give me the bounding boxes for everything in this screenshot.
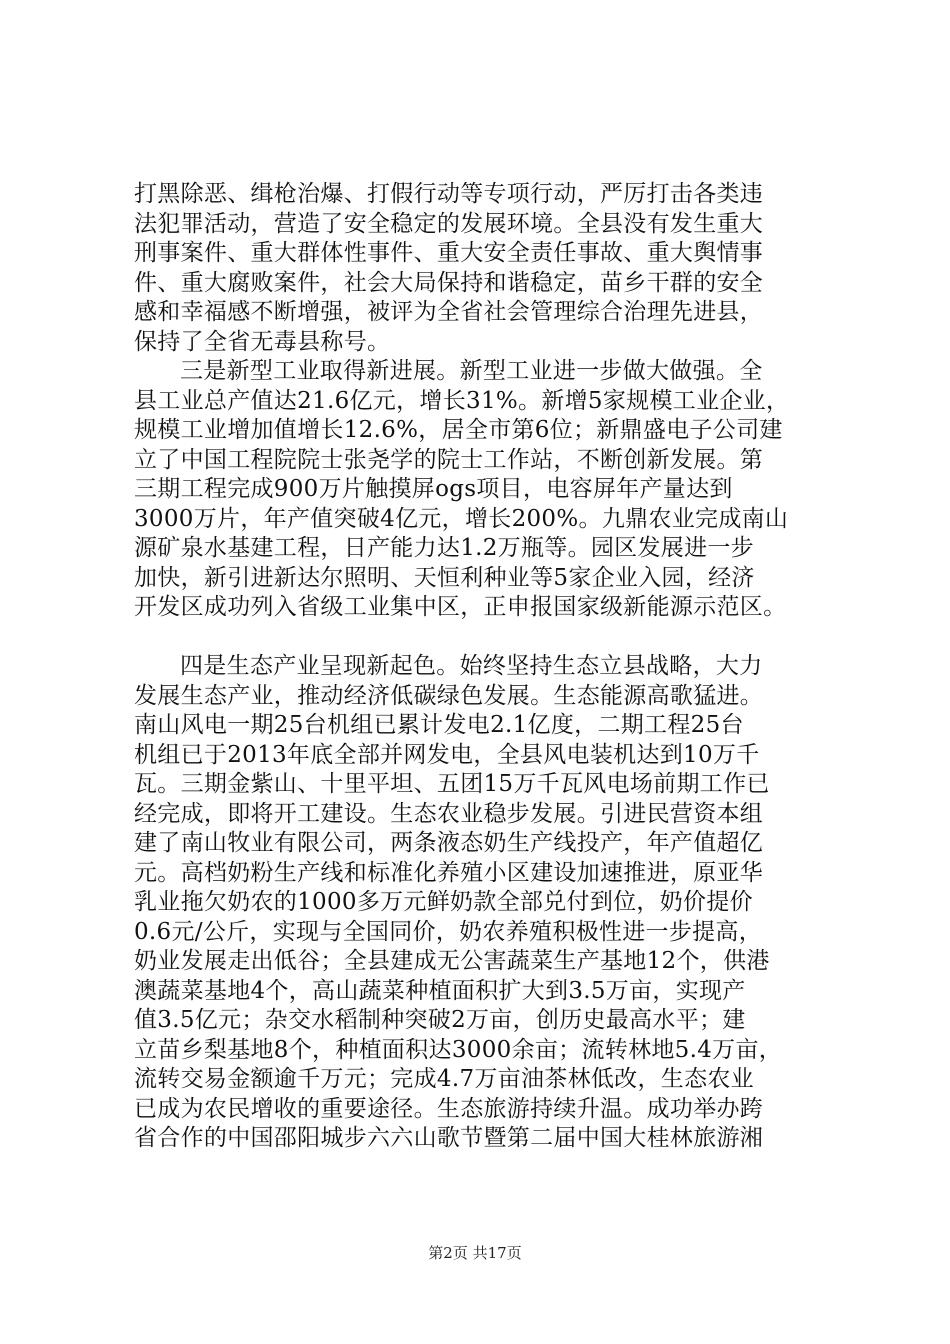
text-line: 立了中国工程院院士张尧学的院士工作站，不断创新发展。第	[134, 446, 764, 473]
text-line: 建了南山牧业有限公司，两条液态奶生产线投产，年产值超亿	[134, 830, 764, 856]
paragraph-first-line: 三是新型工业取得新进展。新型工业进一步做大做强。全	[180, 358, 763, 384]
page-footer: 第2页 共17页	[428, 1244, 522, 1262]
text-line: 源矿泉水基建工程，日产能力达1.2万瓶等。园区发展进一步	[134, 535, 754, 561]
text-line: 打黑除恶、缉枪治爆、打假行动等专项行动，严厉打击各类违	[134, 181, 764, 207]
text-line: 乳业拖欠奶农的1000多万元鲜奶款全部兑付到位，奶价提价	[134, 889, 753, 915]
text-line: 机组已于2013年底全部并网发电，全县风电装机达到10万千	[134, 741, 760, 768]
text-line: 三期工程完成900万片触摸屏ogs项目，电容屏年产量达到	[134, 476, 733, 502]
text-line: 元。高档奶粉生产线和标准化养殖小区建设加速推进，原亚华	[134, 859, 764, 886]
text-line: 法犯罪活动，营造了安全稳定的发展环境。全县没有发生重大	[134, 210, 764, 237]
text-line: 省合作的中国邵阳城步六六山歌节暨第二届中国大桂林旅游湘	[134, 1125, 764, 1151]
paragraph-first-line: 四是生态产业呈现新起色。始终坚持生态立县战略，大力	[180, 653, 763, 679]
text-line: 立苗乡梨基地8个，种植面积达3000余亩；流转林地5.4万亩，	[134, 1036, 783, 1063]
text-line: 加快，新引进新达尔照明、天恒利种业等5家企业入园，经济	[134, 564, 755, 591]
text-line: 规模工业增加值增长12.6%，居全市第6位；新鼎盛电子公司建	[134, 417, 783, 443]
document-body	[134, 180, 834, 1154]
text-line: 奶业发展走出低谷；全县建成无公害蔬菜生产基地12个，供港	[134, 948, 770, 974]
text-line: 3000万片，年产值突破4亿元，增长200%。九鼎农业完成南山	[134, 505, 789, 532]
text-line: 经完成，即将开工建设。生态农业稳步发展。引进民营资本组	[134, 800, 764, 827]
text-line: 开发区成功列入省级工业集中区，正申报国家级新能源示范区。	[134, 594, 787, 620]
text-line: 保持了全省无毒县称号。	[134, 328, 391, 355]
text-line: 值3.5亿元；杂交水稻制种突破2万亩，创历史最高水平；建	[134, 1007, 746, 1033]
paragraph-gap	[134, 623, 834, 653]
text-line: 南山风电一期25台机组已累计发电2.1亿度，二期工程25台	[134, 712, 744, 738]
text-line: 发展生态产业，推动经济低碳绿色发展。生态能源高歌猛进。	[134, 682, 764, 709]
text-line: 流转交易金额逾千万元；完成4.7万亩油茶林低改，生态农业	[134, 1066, 754, 1092]
text-line: 已成为农民增收的重要途径。生态旅游持续升温。成功举办跨	[134, 1095, 764, 1122]
text-line: 刑事案件、重大群体性事件、重大安全责任事故、重大舆情事	[134, 240, 764, 266]
text-line: 件、重大腐败案件，社会大局保持和谐稳定，苗乡干群的安全	[134, 269, 764, 296]
text-line: 0.6元/公斤，实现与全国同价，奶农养殖积极性进一步提高，	[134, 918, 763, 945]
text-line: 瓦。三期金紫山、十里平坦、五团15万千瓦风电场前期工作已	[134, 771, 770, 797]
text-line: 澳蔬菜基地4个，高山蔬菜种植面积扩大到3.5万亩，实现产	[134, 977, 746, 1004]
text-line: 县工业总产值达21.6亿元，增长31%。新增5家规模工业企业，	[134, 387, 790, 414]
text-line: 感和幸福感不断增强，被评为全省社会管理综合治理先进县，	[134, 299, 764, 325]
